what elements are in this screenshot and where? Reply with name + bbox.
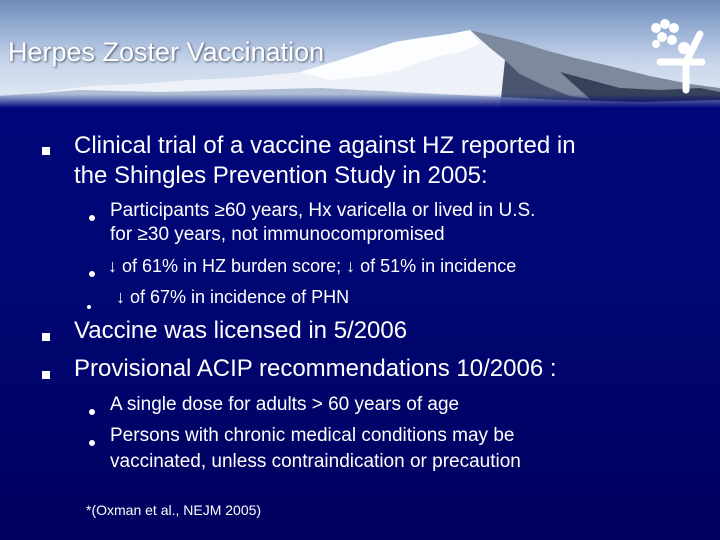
sub-bullet-dot-4 [89, 402, 95, 420]
bullet-1-line-2: the Shingles Prevention Study in 2005: [74, 162, 488, 189]
sub-bullet-dot-2 [89, 264, 95, 282]
bullet-3-line-1: Provisional ACIP recommendations 10/2006 : [74, 355, 557, 382]
slide-title: Herpes Zoster Vaccination [8, 37, 325, 67]
sub-bullet-3-line-1: ↓ of 67% in incidence of PHN [116, 287, 350, 307]
sub-bullet-1-line-1: Participants ≥60 years, Hx varicella or lived in U.S. [110, 200, 536, 221]
bullet-1-line-1: Clinical trial of a vaccine against HZ reported in [74, 132, 576, 159]
sub-bullet-5-line-2: vaccinated, unless contraindication or precaution [110, 451, 521, 472]
bullet-square-2 [42, 328, 50, 346]
sub-bullet-5-line-1: Persons with chronic medical conditions may be [110, 425, 515, 446]
person-logo-icon [648, 18, 708, 94]
bullet-square-3 [42, 366, 50, 384]
sub-bullet-1-line-2: for ≥30 years, not immunocompromised [110, 224, 445, 245]
sub-bullet-dot-1 [89, 208, 95, 226]
bullet-2-line-1: Vaccine was licensed in 5/2006 [74, 317, 408, 344]
footnote: *(Oxman et al., NEJM 2005) [86, 502, 262, 518]
sub-bullet-dot-5 [89, 433, 95, 451]
banner-fade [0, 94, 720, 108]
sub-bullet-4-line-1: A single dose for adults > 60 years of age [110, 394, 460, 415]
bullet-square-1 [42, 142, 50, 160]
sub-bullet-2-line-1: ↓ of 61% in HZ burden score; ↓ of 51% in incidence [108, 256, 517, 276]
sub-bullet-dot-3 [87, 296, 91, 314]
